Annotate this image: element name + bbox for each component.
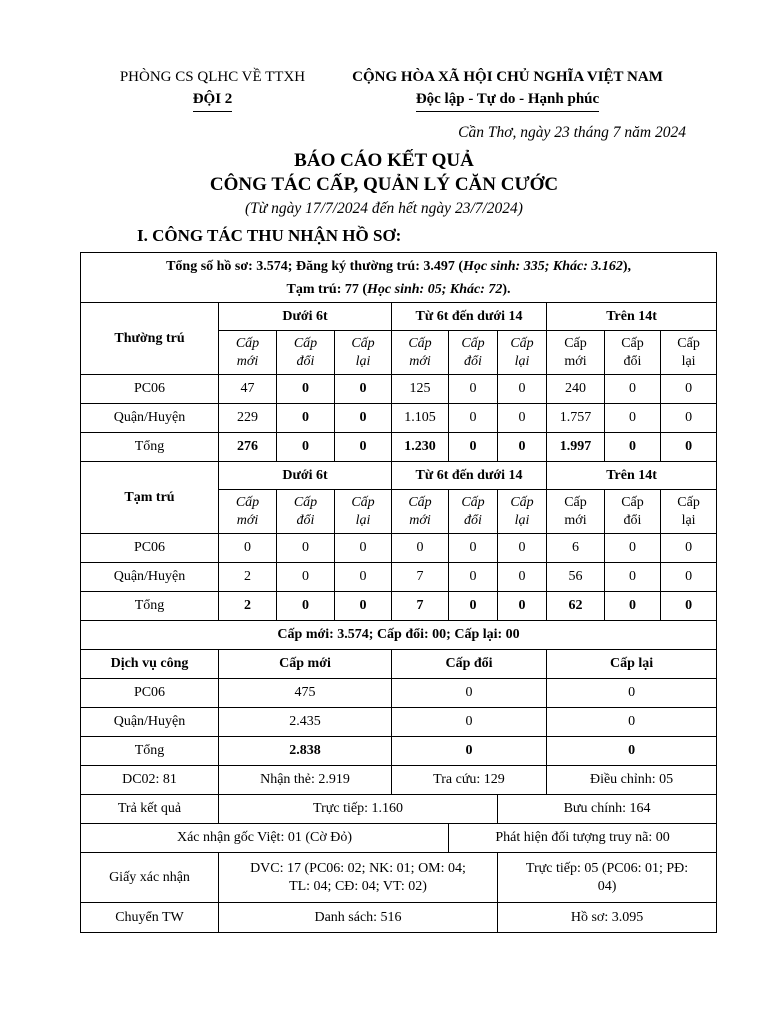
confirmation-direct: Trực tiếp: 05 (PC06: 01; PĐ: 04): [498, 853, 717, 903]
result-delivery-label: Trả kết quả: [81, 795, 219, 824]
col-cap-lai: Cấp lại: [661, 490, 717, 534]
col-cap-doi: Cấp đổi: [449, 490, 498, 534]
temporary-row: [81, 534, 717, 563]
permanent-value-cell: 0: [449, 433, 498, 462]
report-period: (Từ ngày 17/7/2024 đến hết ngày 23/7/2024): [245, 200, 523, 217]
summary-cell: [81, 253, 717, 303]
temporary-value-cell: 0: [661, 534, 717, 563]
col-cap-doi: Cấp đổi: [605, 331, 661, 375]
dvc-header-cap-moi: Cấp mới: [219, 650, 392, 679]
temporary-row: [81, 563, 717, 592]
report-title: BÁO CÁO KẾT QUẢ: [294, 150, 474, 171]
public-service-row: [81, 737, 717, 766]
temporary-value-cell: 0: [449, 592, 498, 621]
group-6-to-14: Từ 6t đến dưới 14: [392, 303, 547, 331]
permanent-value-cell: 240: [547, 375, 605, 404]
result-postal: Bưu chính: 164: [498, 795, 717, 824]
permanent-value-cell: 0: [498, 433, 547, 462]
unit-name: ĐỘI 2: [193, 88, 233, 112]
temporary-row: [81, 592, 717, 621]
agency-header: [100, 66, 325, 112]
summary-temp-breakdown: Học sinh: 05; Khác: 72: [367, 281, 503, 297]
public-service-value-cell: 0: [392, 737, 547, 766]
temporary-value-cell: 62: [547, 592, 605, 621]
dc02-dieu-chinh: Điều chỉnh: 05: [547, 766, 717, 795]
permanent-row: [81, 375, 717, 404]
col-cap-doi: Cấp đổi: [605, 490, 661, 534]
temporary-value-cell: 0: [392, 534, 449, 563]
public-service-row: [81, 679, 717, 708]
group-6-to-14: Từ 6t đến dưới 14: [392, 462, 547, 490]
permanent-row-label: Tổng: [81, 433, 219, 462]
permanent-value-cell: 0: [277, 433, 335, 462]
public-service-value-cell: 2.838: [219, 737, 392, 766]
dc02-nhan-the: Nhận thẻ: 2.919: [219, 766, 392, 795]
temporary-value-cell: 0: [605, 592, 661, 621]
summary-punct: ),: [622, 258, 632, 274]
permanent-value-cell: 0: [335, 375, 392, 404]
temporary-value-cell: 0: [498, 592, 547, 621]
temporary-group-header: [81, 462, 717, 490]
permanent-group-header: [81, 303, 717, 331]
col-cap-moi: Cấp mới: [219, 490, 277, 534]
permanent-value-cell: 0: [335, 404, 392, 433]
national-header: [325, 66, 690, 112]
public-service-row-label: Tổng: [81, 737, 219, 766]
col-cap-moi: Cấp mới: [219, 331, 277, 375]
permanent-value-cell: 47: [219, 375, 277, 404]
temporary-value-cell: 0: [661, 592, 717, 621]
permanent-value-cell: 276: [219, 433, 277, 462]
permanent-value-cell: 0: [277, 404, 335, 433]
group-under-6: Dưới 6t: [219, 462, 392, 490]
confirmation-paper-label: Giấy xác nhận: [81, 853, 219, 903]
temporary-value-cell: 2: [219, 592, 277, 621]
public-service-row: [81, 708, 717, 737]
wanted-detection: Phát hiện đối tượng truy nã: 00: [449, 824, 717, 853]
public-service-value-cell: 0: [547, 679, 717, 708]
permanent-value-cell: 0: [661, 433, 717, 462]
permanent-value-cell: 229: [219, 404, 277, 433]
temporary-value-cell: 0: [335, 592, 392, 621]
permanent-value-cell: 1.757: [547, 404, 605, 433]
report-subtitle: CÔNG TÁC CẤP, QUẢN LÝ CĂN CƯỚC: [209, 174, 559, 195]
permanent-value-cell: 1.230: [392, 433, 449, 462]
public-service-value-cell: 475: [219, 679, 392, 708]
permanent-value-cell: 0: [335, 433, 392, 462]
col-cap-lai: Cấp lại: [498, 490, 547, 534]
confirmation-dvc: DVC: 17 (PC06: 02; NK: 01; OM: 04; TL: 04; CĐ: 04; VT: 02): [219, 853, 498, 903]
public-service-rows: [81, 679, 717, 766]
summary-temp-text: Tạm trú: 77 (: [286, 281, 368, 297]
public-service-value-cell: 0: [547, 708, 717, 737]
public-service-row-label: Quận/Huyện: [81, 708, 219, 737]
public-service-header: [81, 650, 717, 679]
section-heading: I. CÔNG TÁC THU NHẬN HỒ SƠ:: [137, 226, 402, 245]
permanent-value-cell: 0: [449, 404, 498, 433]
central-transfer-row: [81, 903, 717, 933]
public-service-value-cell: 0: [392, 708, 547, 737]
permanent-value-cell: 0: [277, 375, 335, 404]
temporary-row-label: Quận/Huyện: [81, 563, 219, 592]
temporary-row-label: PC06: [81, 534, 219, 563]
temporary-label: Tạm trú: [81, 462, 219, 534]
permanent-row: [81, 433, 717, 462]
temporary-value-cell: 6: [547, 534, 605, 563]
col-cap-moi: Cấp mới: [547, 331, 605, 375]
temporary-value-cell: 0: [498, 534, 547, 563]
permanent-value-cell: 0: [605, 375, 661, 404]
temporary-value-cell: 0: [335, 534, 392, 563]
temporary-value-cell: 0: [219, 534, 277, 563]
result-direct: Trực tiếp: 1.160: [219, 795, 498, 824]
temporary-value-cell: 0: [449, 534, 498, 563]
permanent-value-cell: 1.105: [392, 404, 449, 433]
col-cap-lai: Cấp lại: [335, 331, 392, 375]
col-cap-lai: Cấp lại: [335, 490, 392, 534]
public-service-value-cell: 0: [392, 679, 547, 708]
permanent-value-cell: 125: [392, 375, 449, 404]
temporary-value-cell: 0: [605, 534, 661, 563]
col-cap-moi: Cấp mới: [392, 331, 449, 375]
col-cap-moi: Cấp mới: [392, 490, 449, 534]
public-service-label: Dịch vụ công: [81, 650, 219, 679]
permanent-rows: [81, 375, 717, 462]
dc02-tra-cuu: Tra cứu: 129: [392, 766, 547, 795]
permanent-value-cell: 0: [498, 375, 547, 404]
col-cap-lai: Cấp lại: [498, 331, 547, 375]
confirmation-paper-row: [81, 853, 717, 903]
permanent-value-cell: 0: [449, 375, 498, 404]
temporary-value-cell: 7: [392, 563, 449, 592]
dvc-header-cap-doi: Cấp đổi: [392, 650, 547, 679]
origin-confirmation-row: [81, 824, 717, 853]
temporary-value-cell: 0: [277, 592, 335, 621]
totals-row: [81, 621, 717, 650]
dc02-row: [81, 766, 717, 795]
totals-line: Cấp mới: 3.574; Cấp đổi: 00; Cấp lại: 00: [81, 621, 717, 650]
permanent-value-cell: 0: [661, 404, 717, 433]
national-name: CỘNG HÒA XÃ HỘI CHỦ NGHĨA VIỆT NAM: [352, 69, 663, 85]
summary-punct: ).: [502, 281, 511, 297]
group-over-14: Trên 14t: [547, 303, 717, 331]
transfer-files: Hồ sơ: 3.095: [498, 903, 717, 933]
temporary-rows: [81, 534, 717, 621]
summary-permanent-breakdown: Học sinh: 335; Khác: 3.162: [463, 258, 623, 274]
temporary-value-cell: 0: [498, 563, 547, 592]
col-cap-doi: Cấp đổi: [277, 331, 335, 375]
group-over-14: Trên 14t: [547, 462, 717, 490]
temporary-value-cell: 0: [277, 563, 335, 592]
temporary-value-cell: 0: [661, 563, 717, 592]
agency-name: PHÒNG CS QLHC VỀ TTXH: [119, 69, 306, 85]
summary-row: [81, 253, 717, 303]
temporary-value-cell: 56: [547, 563, 605, 592]
col-cap-doi: Cấp đổi: [277, 490, 335, 534]
central-transfer-label: Chuyển TW: [81, 903, 219, 933]
permanent-value-cell: 0: [605, 433, 661, 462]
temporary-value-cell: 2: [219, 563, 277, 592]
result-delivery-row: [81, 795, 717, 824]
permanent-value-cell: 0: [498, 404, 547, 433]
temporary-row-label: Tổng: [81, 592, 219, 621]
permanent-label: Thường trú: [81, 303, 219, 375]
public-service-row-label: PC06: [81, 679, 219, 708]
col-cap-moi: Cấp mới: [547, 490, 605, 534]
permanent-row-label: PC06: [81, 375, 219, 404]
permanent-value-cell: 1.997: [547, 433, 605, 462]
document-date: Cần Thơ, ngày 23 tháng 7 năm 2024: [458, 124, 686, 141]
permanent-row: [81, 404, 717, 433]
dvc-header-cap-lai: Cấp lại: [547, 650, 717, 679]
transfer-list: Danh sách: 516: [219, 903, 498, 933]
permanent-row-label: Quận/Huyện: [81, 404, 219, 433]
dc02-label: DC02: 81: [81, 766, 219, 795]
col-cap-lai: Cấp lại: [661, 331, 717, 375]
temporary-value-cell: 7: [392, 592, 449, 621]
permanent-value-cell: 0: [605, 404, 661, 433]
report-table: [80, 252, 717, 933]
origin-confirmation: Xác nhận gốc Việt: 01 (Cờ Đỏ): [81, 824, 449, 853]
national-motto: Độc lập - Tự do - Hạnh phúc: [416, 88, 599, 112]
permanent-value-cell: 0: [661, 375, 717, 404]
col-cap-doi: Cấp đổi: [449, 331, 498, 375]
temporary-value-cell: 0: [277, 534, 335, 563]
temporary-value-cell: 0: [335, 563, 392, 592]
public-service-value-cell: 2.435: [219, 708, 392, 737]
summary-total-text: Tổng số hồ sơ: 3.574; Đăng ký thường trú: 3.497 (: [166, 258, 464, 274]
group-under-6: Dưới 6t: [219, 303, 392, 331]
temporary-value-cell: 0: [449, 563, 498, 592]
public-service-value-cell: 0: [547, 737, 717, 766]
temporary-value-cell: 0: [605, 563, 661, 592]
